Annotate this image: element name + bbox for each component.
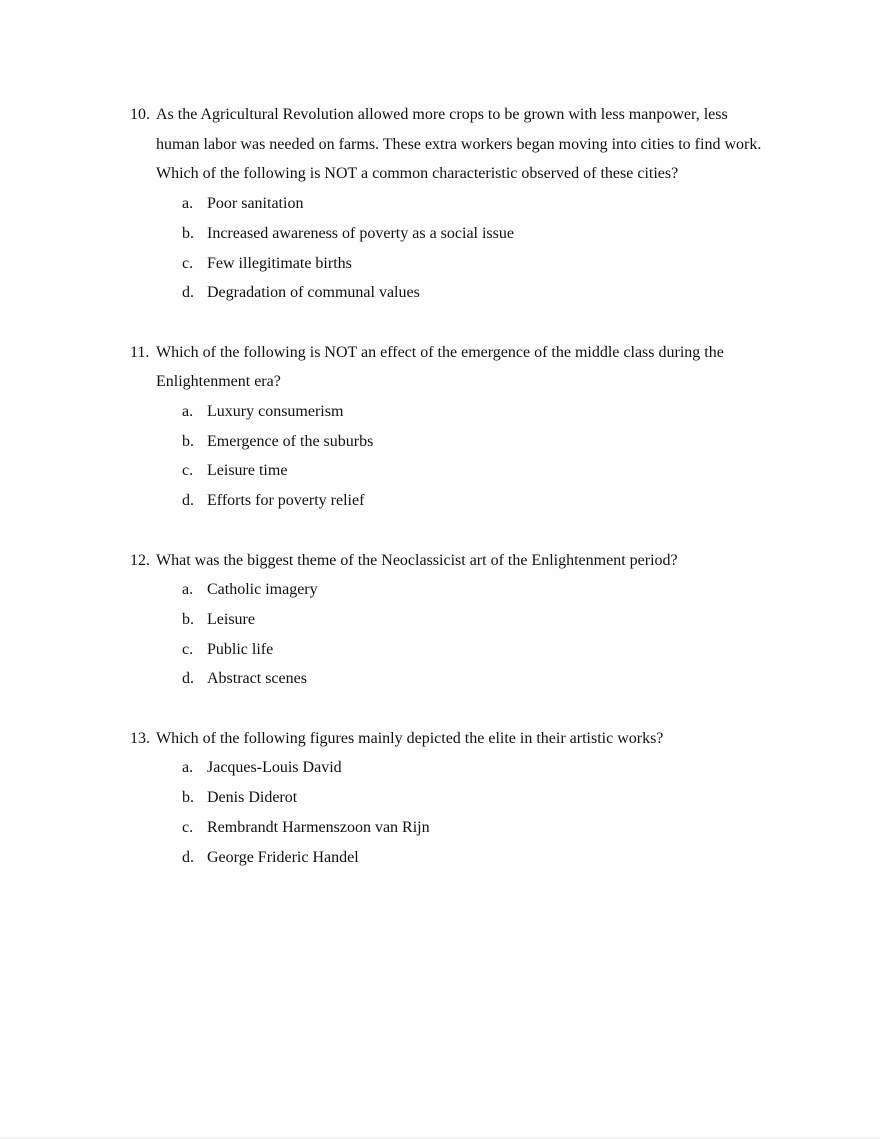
option-letter: a.	[182, 759, 194, 777]
question-number: 10.	[130, 106, 150, 123]
question-stem	[130, 100, 770, 189]
option-text: Rembrandt Harmenszoon van Rijn	[207, 818, 430, 836]
question-number: 12.	[130, 551, 150, 569]
question-text: As the Agricultural Revolution allowed more crops to be grown with less manpower, less human labor was needed on farms. These extra workers began moving into cities to find work. Which of the following is NOT a common characteristic observed of these cities?	[156, 106, 762, 183]
option-text: Public life	[207, 640, 274, 658]
option-letter: d.	[182, 492, 194, 510]
question-number: 13.	[130, 729, 150, 747]
answer-option	[130, 189, 770, 219]
answer-option	[130, 783, 770, 813]
option-text: Catholic imagery	[207, 581, 318, 599]
option-text: Luxury consumerism	[207, 403, 344, 421]
option-text: Few illegitimate births	[207, 254, 352, 272]
question-stem	[130, 338, 770, 397]
option-letter: b.	[182, 789, 194, 807]
answer-option	[130, 575, 770, 605]
option-letter: d.	[182, 670, 194, 688]
option-letter: a.	[182, 581, 194, 599]
answer-option	[130, 664, 770, 694]
answer-option	[130, 843, 770, 873]
question-text: Which of the following is NOT an effect of the emergence of the middle class during the Enlightenment era?	[156, 343, 724, 391]
option-text: Jacques-Louis David	[207, 759, 342, 777]
quiz-page	[130, 100, 770, 902]
option-text: Denis Diderot	[207, 789, 298, 807]
option-letter: c.	[182, 254, 194, 272]
answer-option	[130, 813, 770, 843]
question-12	[130, 546, 770, 695]
question-13	[130, 724, 770, 873]
answer-option	[130, 397, 770, 427]
option-text: Poor sanitation	[207, 195, 304, 213]
option-text: Increased awareness of poverty as a social issue	[207, 224, 514, 242]
option-letter: a.	[182, 403, 194, 421]
answer-option	[130, 605, 770, 635]
question-stem	[130, 546, 770, 576]
option-text: Efforts for poverty relief	[207, 492, 365, 510]
option-letter: c.	[182, 462, 194, 480]
answer-option	[130, 635, 770, 665]
option-letter: c.	[182, 818, 194, 836]
option-letter: d.	[182, 284, 194, 302]
option-letter: b.	[182, 610, 194, 628]
question-stem	[130, 724, 770, 754]
option-text: Leisure	[207, 610, 255, 628]
option-text: Degradation of communal values	[207, 284, 420, 302]
option-text: Emergence of the suburbs	[207, 432, 374, 450]
question-text: What was the biggest theme of the Neoclassicist art of the Enlightenment period?	[156, 551, 678, 569]
answer-option	[130, 753, 770, 783]
question-10	[130, 100, 770, 308]
question-11	[130, 338, 770, 516]
answer-option	[130, 427, 770, 457]
answer-option	[130, 219, 770, 249]
option-letter: d.	[182, 848, 194, 866]
option-letter: a.	[182, 195, 194, 213]
question-text: Which of the following figures mainly depicted the elite in their artistic works?	[156, 729, 664, 747]
option-text: Abstract scenes	[207, 670, 307, 688]
option-letter: c.	[182, 640, 194, 658]
answer-option	[130, 486, 770, 516]
option-letter: b.	[182, 432, 194, 450]
answer-option	[130, 278, 770, 308]
option-text: Leisure time	[207, 462, 288, 480]
answer-option	[130, 249, 770, 279]
question-number: 11.	[130, 343, 150, 361]
option-letter: b.	[182, 224, 194, 242]
option-text: George Frideric Handel	[207, 848, 359, 866]
answer-option	[130, 456, 770, 486]
